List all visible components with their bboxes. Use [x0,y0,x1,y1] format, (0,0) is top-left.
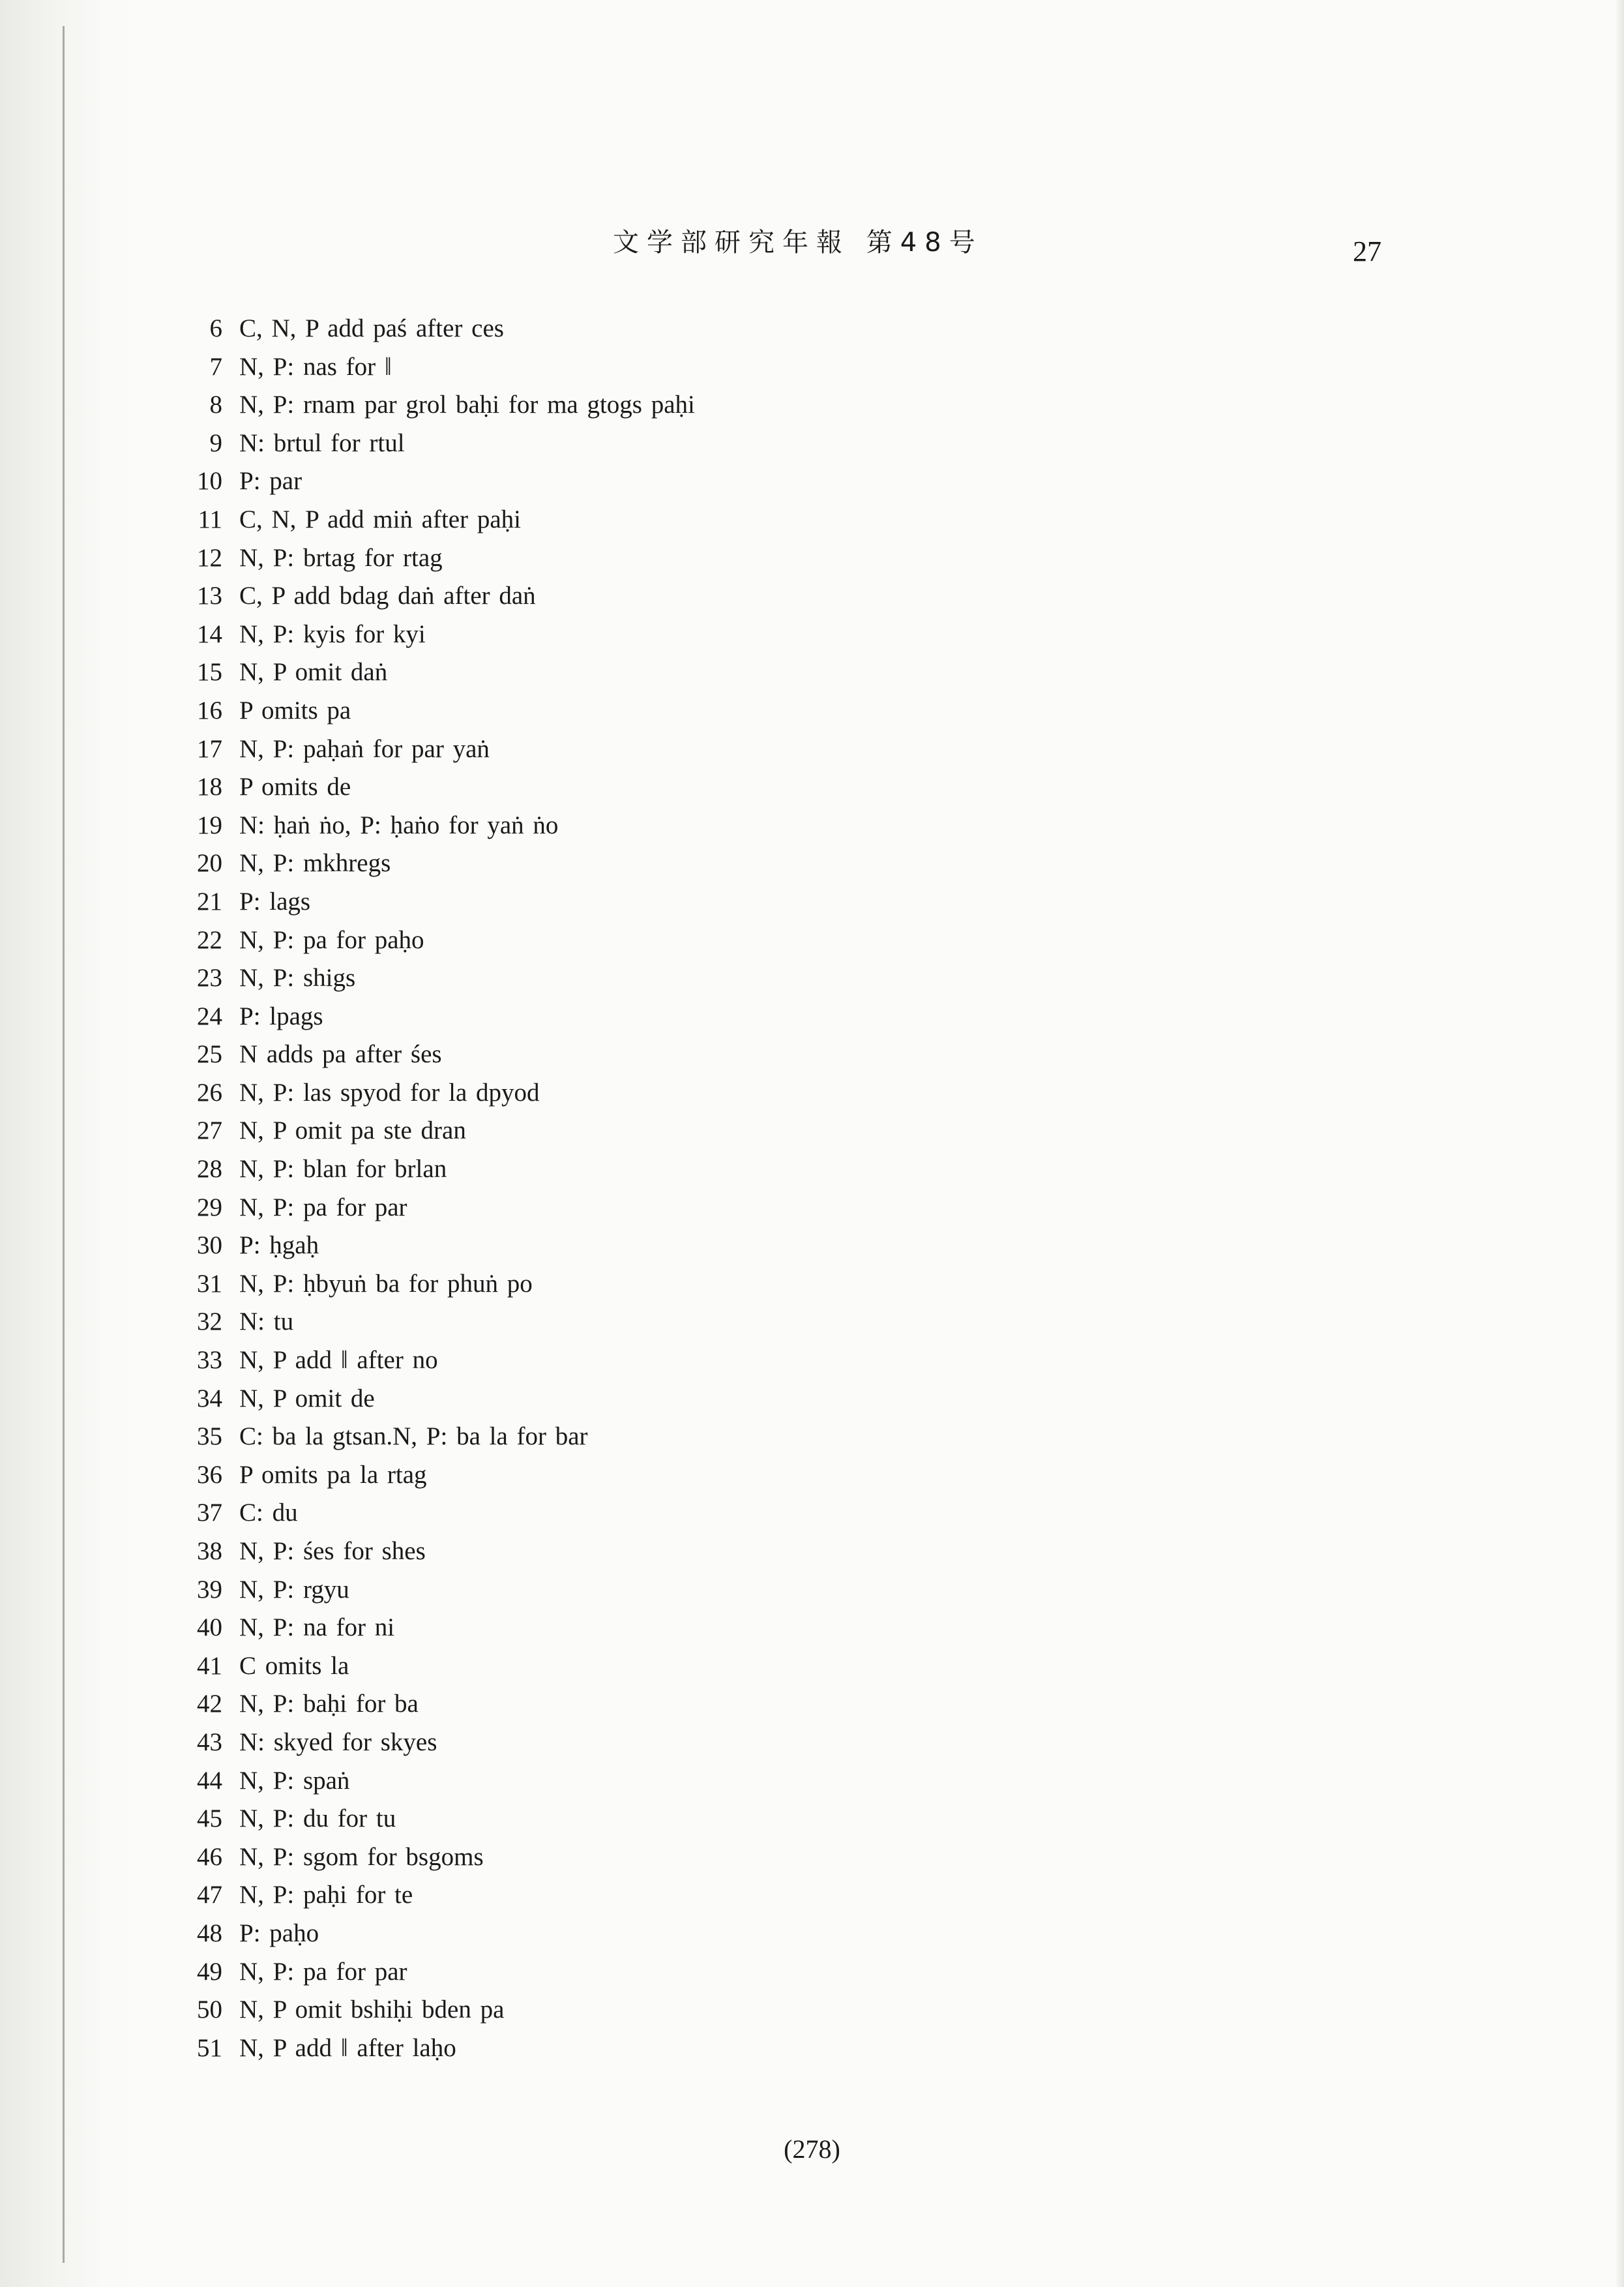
running-header: 文学部研究年報 第48号 [613,228,983,258]
note-text: C, N, P add miṅ after paḥi [239,505,521,533]
note-item [0,959,1624,998]
note-number: 41 [197,1651,222,1680]
note-item [0,539,1624,578]
note-number: 36 [197,1460,222,1489]
note-number: 44 [197,1766,222,1795]
note-number: 29 [197,1193,222,1221]
note-text: C: du [239,1499,298,1527]
note-text: N, P omit de [239,1384,375,1413]
volume-page-number: (278) [784,2134,840,2164]
note-number: 45 [197,1804,222,1833]
note-item [0,768,1624,807]
note-text: N, P: na for ni [239,1613,395,1642]
note-item [0,386,1624,425]
note-text: N: ḥaṅ ṅo, P: ḥaṅo for yaṅ ṅo [239,811,559,839]
note-text: N, P: rnam par grol baḥi for ma gtogs paḥi [239,391,695,419]
note-item [0,653,1624,692]
note-number: 43 [197,1727,222,1756]
note-text: N, P: paḥaṅ for par yaṅ [239,734,490,763]
note-item [0,1915,1624,1953]
note-item [0,1838,1624,1877]
note-item [0,1494,1624,1532]
note-item [0,1456,1624,1495]
note-item [0,1609,1624,1647]
note-number: 14 [197,620,222,648]
note-text: P: lags [239,887,311,916]
note-item [0,1150,1624,1189]
note-item [0,1953,1624,1992]
note-number: 35 [197,1422,222,1451]
note-number: 21 [197,887,222,916]
note-text: N, P: blan for brlan [239,1155,447,1184]
note-text: P omits pa [239,696,351,725]
note-text: C: ba la gtsan.N, P: ba la for bar [239,1422,588,1451]
note-text: N, P: du for tu [239,1804,396,1833]
note-number: 23 [197,964,222,993]
note-number: 22 [197,925,222,954]
note-text: P: par [239,467,303,496]
note-text: N, P: pa for par [239,1957,407,1986]
note-item [0,616,1624,654]
note-item [0,310,1624,348]
note-number: 25 [197,1040,222,1069]
note-text: N, P add ‖ after laḥo [239,2033,456,2062]
note-number: 28 [197,1155,222,1184]
note-item [0,1762,1624,1801]
note-item [0,1112,1624,1150]
note-item [0,1647,1624,1686]
note-item [0,1036,1624,1074]
note-number: 6 [209,314,222,342]
note-number: 16 [197,696,222,725]
note-text: N, P: pa for paḥo [239,925,424,954]
note-item [0,2029,1624,2068]
note-item [0,1418,1624,1456]
note-text: P omits de [239,773,351,801]
note-number: 8 [209,391,222,419]
note-number: 40 [197,1613,222,1642]
note-item [0,1074,1624,1113]
note-number: 33 [197,1346,222,1375]
note-item [0,1380,1624,1418]
note-item [0,1991,1624,2029]
note-number: 32 [197,1308,222,1336]
note-text: N, P omit daṅ [239,658,388,687]
note-text: N, P: mkhregs [239,849,391,878]
note-number: 27 [197,1116,222,1145]
note-number: 18 [197,773,222,801]
note-number: 31 [197,1269,222,1298]
note-number: 34 [197,1384,222,1413]
note-number: 10 [197,467,222,496]
note-number: 26 [197,1078,222,1107]
note-number: 9 [209,428,222,457]
note-text: N, P: śes for shes [239,1537,426,1565]
note-number: 15 [197,658,222,687]
note-text: N, P: ḥbyuṅ ba for phuṅ po [239,1269,533,1298]
note-item [0,845,1624,883]
note-text: N: tu [239,1308,294,1336]
note-text: N, P: paḥi for te [239,1881,413,1909]
note-text: N, P omit bshiḥi bden pa [239,1996,505,2024]
note-item [0,807,1624,845]
note-number: 24 [197,1002,222,1030]
note-item [0,1303,1624,1341]
note-item [0,883,1624,921]
note-text: C, P add bdag daṅ after daṅ [239,582,536,610]
note-item [0,462,1624,501]
note-text: N: brtul for rtul [239,428,405,457]
note-text: N, P: kyis for kyi [239,620,426,648]
note-item [0,1571,1624,1609]
note-item [0,1532,1624,1571]
note-text: P omits pa la rtag [239,1460,427,1489]
note-item [0,692,1624,730]
note-text: N, P omit pa ste dran [239,1116,466,1145]
note-text: N, P: brtag for rtag [239,543,443,572]
note-text: C omits la [239,1651,349,1680]
note-number: 30 [197,1231,222,1260]
note-number: 39 [197,1575,222,1604]
note-item [0,348,1624,387]
note-item [0,730,1624,769]
note-number: 48 [197,1919,222,1947]
note-text: N, P add ‖ after no [239,1346,438,1375]
note-item [0,1227,1624,1265]
note-number: 47 [197,1881,222,1909]
note-text: N, P: nas for ‖ [239,352,392,381]
notes-list [0,310,1624,2067]
note-item [0,1685,1624,1724]
note-number: 37 [197,1499,222,1527]
note-text: N, P: rgyu [239,1575,349,1604]
note-item [0,921,1624,960]
note-text: P: lpags [239,1002,323,1030]
note-item [0,1189,1624,1227]
note-number: 38 [197,1537,222,1565]
note-text: N, P: pa for par [239,1193,407,1221]
note-text: P: ḥgaḥ [239,1231,319,1260]
note-item [0,1265,1624,1304]
note-number: 19 [197,811,222,839]
note-item [0,577,1624,616]
note-text: N, P: baḥi for ba [239,1690,419,1718]
note-number: 11 [198,505,222,533]
note-text: N adds pa after śes [239,1040,442,1069]
note-item [0,998,1624,1036]
note-text: N, P: sgom for bsgoms [239,1842,484,1871]
note-number: 20 [197,849,222,878]
note-text: N, P: shigs [239,964,356,993]
note-number: 50 [197,1996,222,2024]
note-number: 12 [197,543,222,572]
note-number: 17 [197,734,222,763]
note-text: N: skyed for skyes [239,1727,437,1756]
note-number: 7 [209,352,222,381]
note-item [0,425,1624,463]
note-text: P: paḥo [239,1919,319,1947]
note-number: 51 [197,2033,222,2062]
note-number: 13 [197,582,222,610]
note-item [0,1876,1624,1915]
note-text: C, N, P add paś after ces [239,314,504,342]
note-number: 46 [197,1842,222,1871]
note-item [0,1341,1624,1380]
note-item [0,1724,1624,1762]
note-text: N, P: spaṅ [239,1766,350,1795]
note-number: 49 [197,1957,222,1986]
note-item [0,501,1624,539]
note-number: 42 [197,1690,222,1718]
page-number: 27 [1353,235,1381,267]
note-text: N, P: las spyod for la dpyod [239,1078,540,1107]
note-item [0,1800,1624,1838]
